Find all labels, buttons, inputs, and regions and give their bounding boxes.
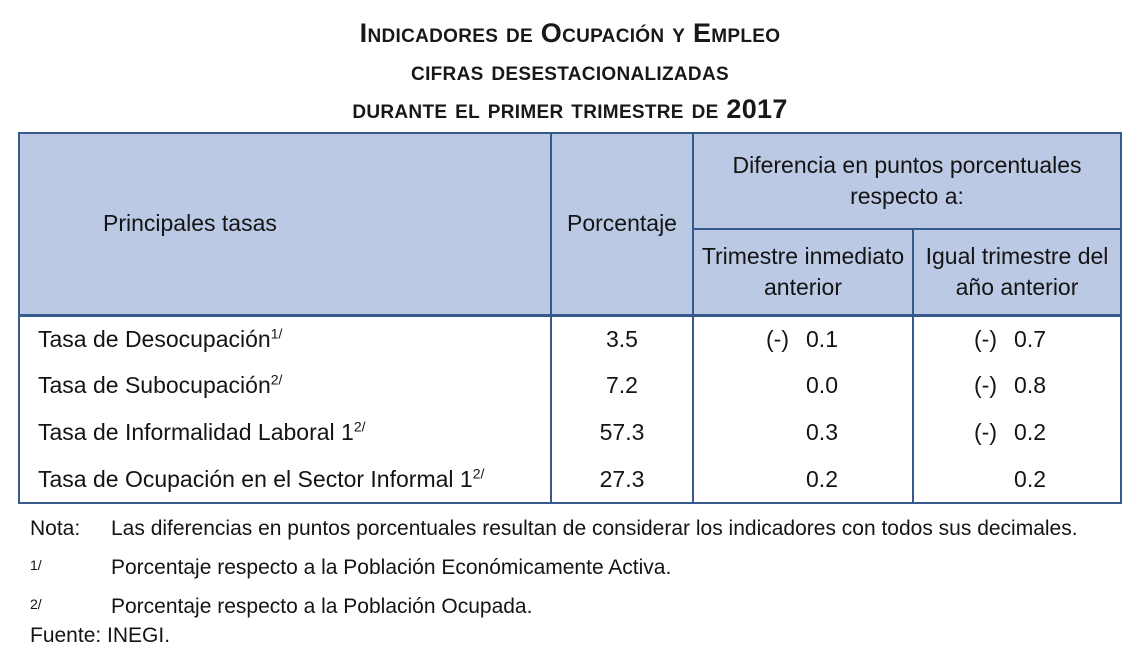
table-row-sector-informal [19, 456, 1121, 503]
header-row-1 [19, 133, 1121, 229]
note-row [30, 516, 1122, 542]
row-label-cell [19, 362, 551, 409]
diff-quarter-cell [693, 315, 913, 362]
footnote-sup: 2/ [472, 464, 485, 481]
subheader-trimestre-inmediato: Trimestre inmediato anterior [693, 229, 913, 315]
diff-quarter-cell [693, 362, 913, 409]
diff-year-cell [913, 315, 1121, 362]
indicators-table [18, 132, 1122, 504]
percentage-cell: 3.5 [551, 315, 693, 362]
diff-year-cell [913, 362, 1121, 409]
diff-value: 0.8 [1014, 372, 1047, 398]
diff-year-cell [913, 456, 1121, 503]
percentage-cell: 7.2 [551, 362, 693, 409]
notes-block [30, 516, 1122, 649]
footnote-row-2 [30, 594, 1122, 620]
source-text: Fuente: INEGI. [30, 624, 171, 647]
footnote-sup: 2/ [270, 371, 283, 388]
footnote-marker: 2/ [30, 596, 42, 612]
row-label: Tasa de Informalidad Laboral 1 [38, 419, 354, 445]
row-label: Tasa de Ocupación en el Sector Informal 1 [38, 465, 473, 492]
footnote-sup: 2/ [353, 418, 366, 435]
diff-value: 0.2 [1014, 419, 1047, 445]
page-title [0, 14, 1140, 128]
percentage-cell: 27.3 [551, 456, 693, 503]
diff-quarter-cell [693, 456, 913, 503]
title-line-3: durante el primer trimestre de 2017 [352, 94, 788, 124]
note-text: Las diferencias en puntos porcentuales resultan de considerar los indicadores con todos sus decimales. [111, 517, 1078, 540]
minus-sign: (-) [974, 325, 997, 352]
row-label: Tasa de Desocupación [38, 325, 271, 352]
diff-value: 0.3 [806, 419, 838, 445]
table-row-desocupacion [19, 315, 1121, 362]
minus-sign: (-) [766, 325, 789, 352]
table-row-informalidad-laboral [19, 409, 1121, 456]
diff-value: 0.0 [806, 372, 838, 398]
table-row-subocupacion [19, 362, 1121, 409]
row-label-cell [19, 456, 551, 503]
footnote-text: Porcentaje respecto a la Población Ocupada. [111, 595, 533, 618]
footnote-sup: 1/ [270, 325, 283, 342]
minus-sign: (-) [974, 419, 997, 445]
diff-year-cell [913, 409, 1121, 456]
note-label: Nota: [30, 517, 81, 540]
header-porcentaje: Porcentaje [551, 133, 693, 315]
footnote-marker: 1/ [30, 557, 42, 573]
diff-value: 0.1 [806, 325, 838, 352]
diff-value: 0.2 [1014, 465, 1047, 492]
header-diferencia: Diferencia en puntos porcentuales respecto a: [693, 133, 1121, 229]
source-row [30, 623, 1122, 649]
row-label: Tasa de Subocupación [38, 372, 271, 398]
footnote-row-1 [30, 555, 1122, 581]
diff-quarter-cell [693, 409, 913, 456]
percentage-cell: 57.3 [551, 409, 693, 456]
footnote-text: Porcentaje respecto a la Población Económicamente Activa. [111, 556, 672, 579]
header-principales-tasas: Principales tasas [19, 133, 551, 315]
minus-sign: (-) [974, 372, 997, 398]
title-line-1: Indicadores de Ocupación y Empleo [359, 18, 781, 48]
row-label-cell [19, 409, 551, 456]
diff-value: 0.7 [1014, 325, 1047, 352]
diff-value: 0.2 [806, 465, 838, 492]
title-line-2: cifras desestacionalizadas [411, 56, 729, 86]
subheader-igual-trimestre: Igual trimestre del año anterior [913, 229, 1121, 315]
row-label-cell [19, 315, 551, 362]
